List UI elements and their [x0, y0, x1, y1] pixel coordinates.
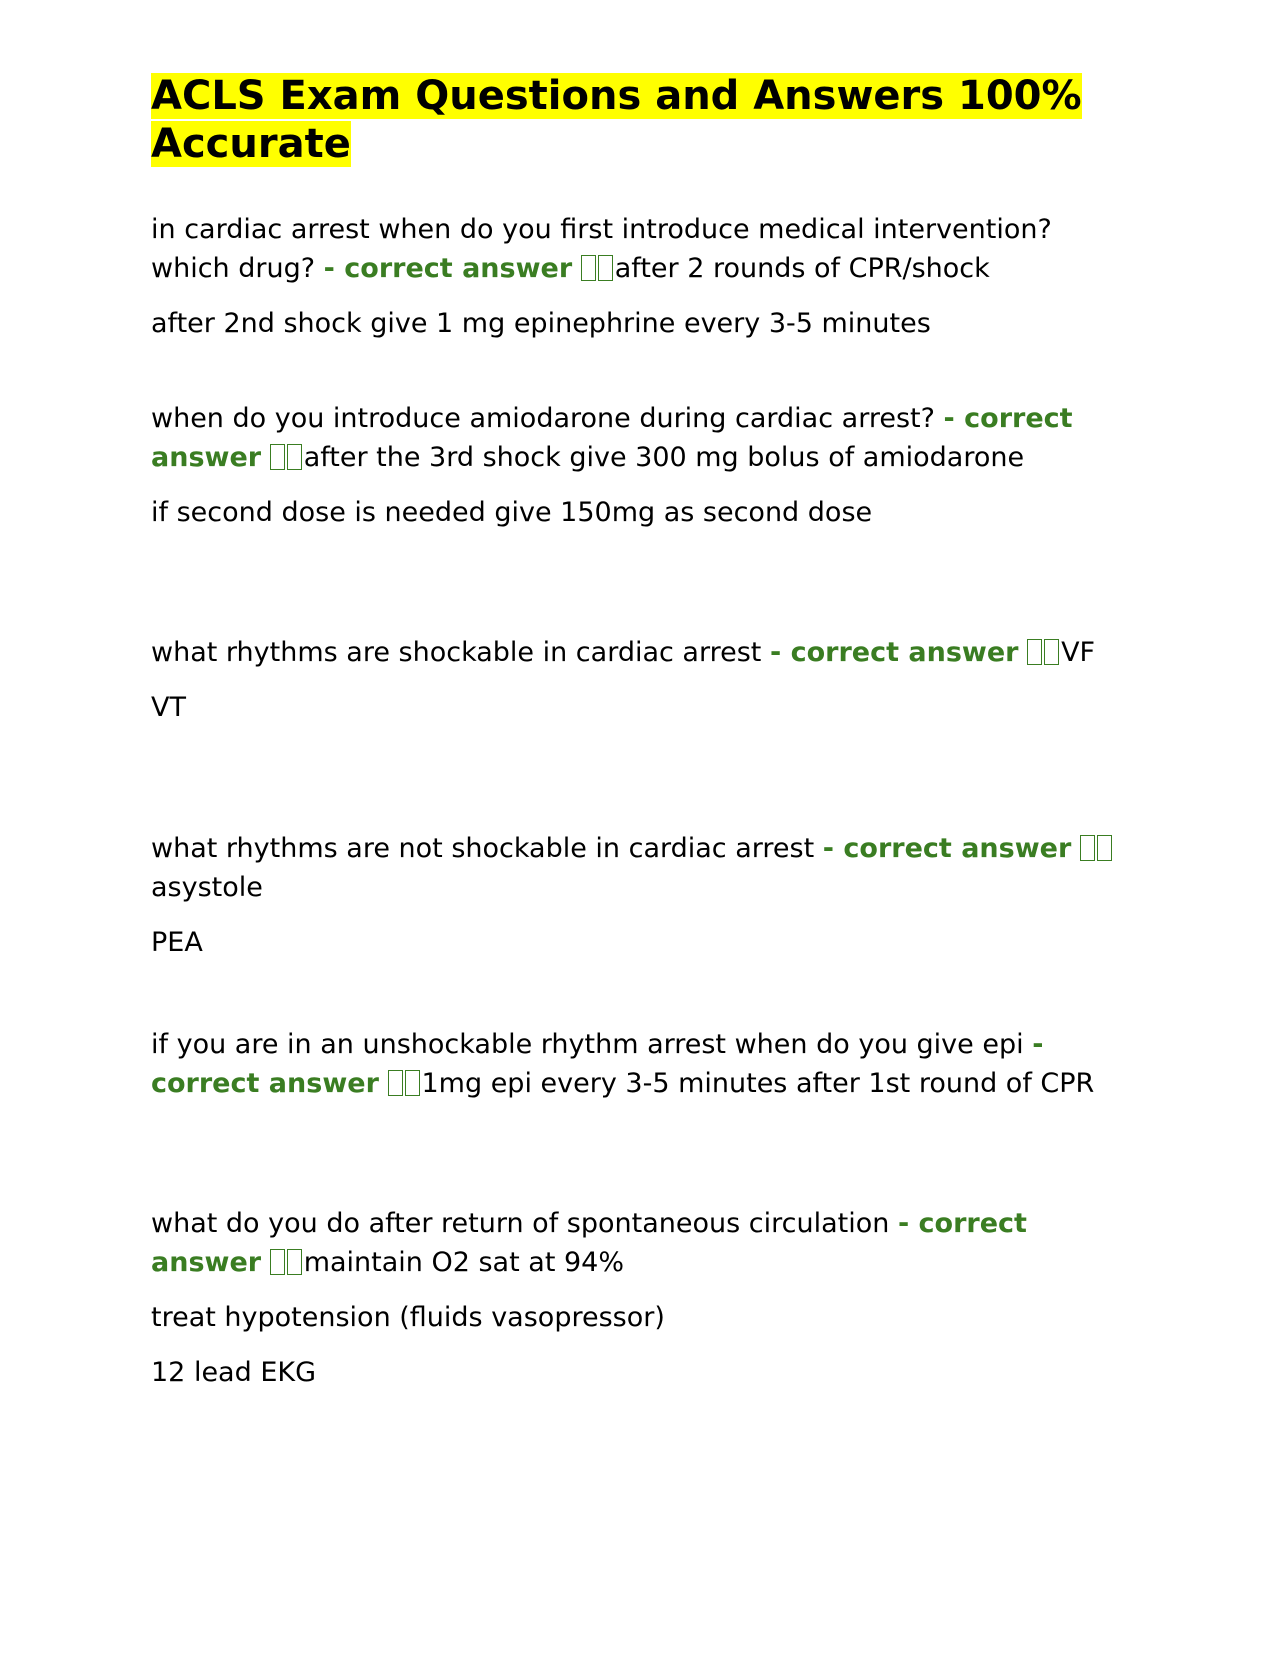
answer-continuation: PEA [151, 927, 203, 958]
answer-text: 1mg epi every 3-5 minutes after 1st round of CPR [421, 1068, 1095, 1099]
question-text: in cardiac arrest when do you first introduce medical intervention? which drug? [151, 214, 1052, 284]
qa-question-line [151, 210, 1136, 288]
answer-text: after the 3rd shock give 300 mg bolus of amiodarone [303, 442, 1025, 473]
missing-glyph-icon [287, 1249, 302, 1275]
qa-item [151, 1025, 1136, 1103]
correct-answer-label: - correct answer [769, 637, 1019, 668]
correct-answer-label: - correct answer [151, 1208, 1027, 1278]
qa-item [151, 633, 1136, 727]
answer-continuation: VT [151, 692, 186, 723]
missing-glyph-icon [1027, 639, 1042, 665]
answer-continuation: if second dose is needed give 150mg as second dose [151, 497, 873, 528]
document-title [151, 72, 1136, 168]
qa-question-line [151, 829, 1136, 907]
missing-glyph-icon [581, 255, 596, 281]
answer-continuation: after 2nd shock give 1 mg epinephrine every 3-5 minutes [151, 308, 931, 339]
answer-text: VF [1061, 637, 1096, 668]
document-page [151, 72, 1136, 1388]
question-text: what rhythms are shockable in cardiac arrest [151, 637, 762, 668]
qa-item [151, 399, 1136, 532]
correct-answer-label: - correct answer [151, 403, 1073, 473]
missing-glyph-icon [270, 444, 285, 470]
question-text: when do you introduce amiodarone during cardiac arrest? [151, 403, 935, 434]
correct-answer-label: - correct answer [323, 253, 573, 284]
qa-item [151, 1204, 1136, 1392]
missing-glyph-icon [598, 255, 613, 281]
missing-glyph-icon [1097, 835, 1112, 861]
title-highlight: ACLS Exam Questions and Answers 100% Accurate [151, 73, 1082, 167]
answer-continuation: 12 lead EKG [151, 1357, 317, 1388]
missing-glyph-icon [270, 1249, 285, 1275]
qa-question-line [151, 633, 1136, 672]
qa-item [151, 829, 1136, 962]
qa-question-line [151, 399, 1136, 477]
correct-answer-label: - correct answer [822, 833, 1072, 864]
missing-glyph-icon [405, 1070, 420, 1096]
answer-text: asystole [151, 872, 263, 903]
missing-glyph-icon [1044, 639, 1059, 665]
qa-question-line [151, 1204, 1136, 1282]
answer-continuation: treat hypotension (fluids vasopressor) [151, 1302, 665, 1333]
missing-glyph-icon [1080, 835, 1095, 861]
question-text: what do you do after return of spontaneous circulation [151, 1208, 890, 1239]
answer-text: after 2 rounds of CPR/shock [614, 253, 990, 284]
question-text: what rhythms are not shockable in cardiac arrest [151, 833, 815, 864]
correct-answer-label: - correct answer [151, 1029, 1044, 1099]
question-text: if you are in an unshockable rhythm arrest when do you give epi [151, 1029, 1024, 1060]
qa-question-line [151, 1025, 1136, 1103]
qa-item [151, 210, 1136, 343]
missing-glyph-icon [287, 444, 302, 470]
answer-text: maintain O2 sat at 94% [303, 1247, 624, 1278]
missing-glyph-icon [388, 1070, 403, 1096]
